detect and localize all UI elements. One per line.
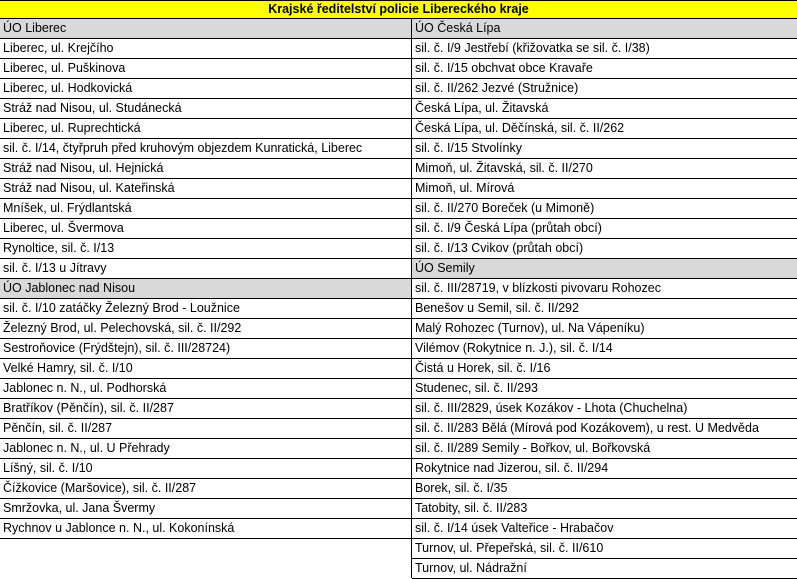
table-cell[interactable]: Velké Hamry, sil. č. I/10 (0, 359, 411, 379)
table-cell[interactable]: Bratříkov (Pěnčín), sil. č. II/287 (0, 399, 411, 419)
table-title: Krajské ředitelství policie Libereckého kraje (0, 0, 797, 19)
table-cell[interactable]: sil. č. I/13 u Jítravy (0, 259, 411, 279)
table-cell[interactable]: Pěnčín, sil. č. II/287 (0, 419, 411, 439)
table-cell[interactable]: Vilémov (Rokytnice n. J.), sil. č. I/14 (412, 339, 797, 359)
table-cell[interactable]: Jablonec n. N., ul. U Přehrady (0, 439, 411, 459)
table-cell[interactable]: Liberec, ul. Ruprechtická (0, 119, 411, 139)
table-cell[interactable]: Česká Lípa, ul. Žitavská (412, 99, 797, 119)
table-cell[interactable]: Stráž nad Nisou, ul. Studánecká (0, 99, 411, 119)
table-cell[interactable]: Liberec, ul. Hodkovická (0, 79, 411, 99)
section-header[interactable]: ÚO Liberec (0, 19, 411, 39)
table-cell[interactable]: Mimoň, ul. Mírová (412, 179, 797, 199)
table-cell[interactable]: Rychnov u Jablonce n. N., ul. Kokonínská (0, 519, 411, 539)
table-cell[interactable]: sil. č. II/262 Jezvé (Stružnice) (412, 79, 797, 99)
table-cell[interactable]: sil. č. I/13 Cvikov (průtah obcí) (412, 239, 797, 259)
table-cell[interactable]: sil. č. II/283 Bělá (Mírová pod Kozákovem), u rest. U Medvěda (412, 419, 797, 439)
table-cell[interactable]: Liberec, ul. Puškinova (0, 59, 411, 79)
table-cell[interactable]: Rokytnice nad Jizerou, sil. č. II/294 (412, 459, 797, 479)
table-cell[interactable]: sil. č. II/270 Boreček (u Mimoně) (412, 199, 797, 219)
table-cell[interactable]: Líšný, sil. č. I/10 (0, 459, 411, 479)
table-cell[interactable]: sil. č. I/14 úsek Valteřice - Hrabačov (412, 519, 797, 539)
table-cell[interactable]: sil. č. II/289 Semily - Bořkov, ul. Bořkovská (412, 439, 797, 459)
table-cell[interactable]: Benešov u Semil, sil. č. II/292 (412, 299, 797, 319)
table-cell[interactable]: sil. č. I/9 Jestřebí (křižovatka se sil. č. I/38) (412, 39, 797, 59)
table-cell[interactable]: sil. č. I/15 obchvat obce Kravaře (412, 59, 797, 79)
table-cell[interactable]: Mníšek, ul. Frýdlantská (0, 199, 411, 219)
table-cell[interactable]: sil. č. I/14, čtyřpruh před kruhovým objezdem Kunratická, Liberec (0, 139, 411, 159)
table-cell[interactable]: Mimoň, ul. Žitavská, sil. č. II/270 (412, 159, 797, 179)
table-cell[interactable]: Smržovka, ul. Jana Švermy (0, 499, 411, 519)
table-cell[interactable]: sil. č. I/9 Česká Lípa (průtah obcí) (412, 219, 797, 239)
table-cell[interactable]: Česká Lípa, ul. Děčínská, sil. č. II/262 (412, 119, 797, 139)
table-cell[interactable]: Liberec, ul. Krejčího (0, 39, 411, 59)
table-cell[interactable]: Studenec, sil. č. II/293 (412, 379, 797, 399)
table-cell[interactable]: sil. č. III/28719, v blízkosti pivovaru Rohozec (412, 279, 797, 299)
table-cell[interactable]: sil. č. I/10 zatáčky Železný Brod - Loužnice (0, 299, 411, 319)
table-cell[interactable]: Tatobity, sil. č. II/283 (412, 499, 797, 519)
table-cell[interactable]: Rynoltice, sil. č. I/13 (0, 239, 411, 259)
table-cell[interactable]: Liberec, ul. Švermova (0, 219, 411, 239)
section-header[interactable]: ÚO Semily (412, 259, 797, 279)
left-column (0, 19, 411, 539)
table-cell[interactable]: Čížkovice (Maršovice), sil. č. II/287 (0, 479, 411, 499)
table-cell[interactable]: Borek, sil. č. I/35 (412, 479, 797, 499)
table-cell[interactable]: Malý Rohozec (Turnov), ul. Na Vápeníku) (412, 319, 797, 339)
section-header[interactable]: ÚO Jablonec nad Nisou (0, 279, 411, 299)
table-cell[interactable]: Jablonec n. N., ul. Podhorská (0, 379, 411, 399)
table-cell[interactable]: Stráž nad Nisou, ul. Kateřinská (0, 179, 411, 199)
table-cell[interactable]: Stráž nad Nisou, ul. Hejnická (0, 159, 411, 179)
table-cell[interactable]: sil. č. III/2829, úsek Kozákov - Lhota (Chuchelna) (412, 399, 797, 419)
table-cell[interactable]: Železný Brod, ul. Pelechovská, sil. č. II/292 (0, 319, 411, 339)
table-cell[interactable]: Turnov, ul. Nádražní (412, 559, 797, 579)
table-cell[interactable]: Turnov, ul. Přepeřská, sil. č. II/610 (412, 539, 797, 559)
table-cell[interactable]: Sestroňovice (Frýdštejn), sil. č. III/28724) (0, 339, 411, 359)
table-cell[interactable]: Čistá u Horek, sil. č. I/16 (412, 359, 797, 379)
table-cell[interactable]: sil. č. I/15 Stvolínky (412, 139, 797, 159)
right-column (412, 19, 797, 579)
section-header[interactable]: ÚO Česká Lípa (412, 19, 797, 39)
